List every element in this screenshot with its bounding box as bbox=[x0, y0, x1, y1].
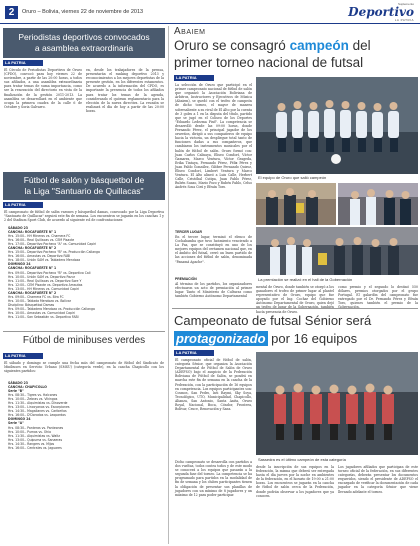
quillacas-fixture-match: Hrs. 09:00.- Tabladero Mendoza vs. Producción Callanga bbox=[8, 306, 95, 311]
article2-col1: El campeonato oficial de fútbol de salón, categoría Sénior, que organiza la Asociación Departamental de Fútbol de Salón de Oruro (ADEFSO) bajo el auspicio de la Federación Boliviana de Fútbol de Salón, se pondrá en marcha este fin de semana en la cancha de la Federación, con la participación de 16 equipos en competencia. Los equipos participantes son: Cosmos, San Pedro, Inti Raymi, Sky Soya, Tecnológico, UTO, Municipalidad, Chapicollo, Alianza, San Antonio, Santa Anita, Oruro Royal, Nacional, Boca, Cóndor, Frontera, Bolívar, Cruce, Renovación y Sanz. bbox=[175, 358, 252, 412]
article1-kicker: Abaiem bbox=[174, 26, 206, 37]
quillacas-fixture-match: Hrs. 09:00.- Chamera FC vs. Bira FC bbox=[8, 294, 64, 299]
quillacas-fixture-heading: CANCHA: ROCAFUERTE N° 2 bbox=[8, 290, 57, 295]
brand-top: Suplemento bbox=[397, 2, 414, 6]
article1-headline-part2: del bbox=[352, 38, 371, 53]
article2-col2: Dicho campeonato se desarrolla con partidos a dos vueltas, todos contra todos y de este modo se conocerá a los equipos que pasarán a la segunda fase del torneo. La competencia se ha programado para partidos en la modalidad de fin de semana y los clubes participantes tienen la obligación de presentar sus planillas de jugadores con un mínimo de 8 jugadores y un máximo de 12 para poder participar. bbox=[175, 460, 252, 497]
page-header bbox=[0, 0, 420, 24]
brand-name: Deportivo bbox=[348, 5, 414, 19]
minibuses-fixture-match: Hrs. 14:30.- Rangers vs. Mijos bbox=[8, 441, 55, 446]
box3-label: LA PATRIA bbox=[3, 353, 43, 359]
article1-body5: como premio y el segundo lo destinó 550 dólares, premios otorgados por el grupo Portugal. El galardón del campeonato fue entregado por el Dr. Fernando Pérez y Efraín Toro, quienes también el premio de la bbox=[338, 285, 418, 306]
quillacas-fixture-match: Hrs. 18:00.- Unión SAM vs. Tabladero Mendoza bbox=[8, 258, 81, 263]
article2-col4: Los jugadores afiliados que participan de este torneo oficial de la federación, en sus diferentes categorías, deberán presentar los documentos requeridos, siendo el presidente de ADEFSO el encargado de verificar la documentación de cada jugador en la categoría Sénior que viene llevando adelante el torneo. bbox=[338, 465, 418, 494]
article1-headline bbox=[174, 38, 418, 54]
box1-col2: en, desde los trabajadores de la prensa, presentarán el ranking deportivo 2013 y reconocimientos a los mejores deportistas de la presente gestión, en los diferentes estamentos. De acuerdo a la información del CPDO, es importante la presencia de todos los afiliados para tratar los temas de la agenda, considerando el quórum reglamentario para la elección de la nueva directiva. La reunión se realizará el día de hoy a partir de las 20:00 horas. bbox=[86, 68, 164, 113]
minibuses-fixture-match: Hrs. 13:00.- Lincoyanos vs. Escorpiones bbox=[8, 405, 70, 410]
sassedra-photo-caption: Sassedra es el último campeón de esta categoría bbox=[258, 457, 346, 462]
minibuses-fixture-heading: Serie "A" bbox=[8, 421, 24, 426]
quillacas-fixture-match: Hrs. 15:00.- Deportivo Pacheco "B" vs. Producción Callanga bbox=[8, 250, 100, 255]
team-photo-illustration bbox=[256, 77, 418, 174]
box1-label: LA PATRIA bbox=[3, 60, 43, 66]
article2-headline-highlight: protagonizado bbox=[176, 331, 266, 346]
box1-title-line1: Periodistas deportivos convocados bbox=[18, 32, 150, 42]
box3-fixture-list bbox=[8, 381, 164, 543]
quillacas-fixture-heading: SÁBADO 23 bbox=[8, 226, 28, 230]
quillacas-fixture-match: Hrs. 10:00.- Unión SAM vs. Deportivo Pazur bbox=[8, 274, 75, 279]
award-photo-1-illustration bbox=[256, 183, 336, 225]
minibuses-fixture-match: Hrs. 16:00.- D'Dorados vs. Leopardos bbox=[8, 413, 66, 418]
minibuses-fixture-match: Hrs. 08:30.- Tigres vs. Halcones bbox=[8, 393, 58, 398]
box2-fixture-list bbox=[8, 226, 164, 328]
quillacas-fixture-heading: CANCHA: ROCAFUERTE N° 1 bbox=[8, 266, 57, 271]
quillacas-fixture-match: Hrs. 12:00.- CEM Pisaxte vs. Deportivo Amautas bbox=[8, 282, 83, 287]
minibuses-fixture-match: Hrs. 10:00.- Pumas vs. Ohio bbox=[8, 429, 52, 434]
award-photo-1 bbox=[256, 183, 336, 225]
quillacas-fixture-match: Hrs. 17:00.- Deportivo Pacheco "A" vs. Comunidad Capiri bbox=[8, 242, 97, 247]
minibuses-fixture-match: Hrs. 08:30.- Panteras vs. Panteones bbox=[8, 425, 64, 430]
brand-sub: LA PATRIA bbox=[394, 18, 414, 22]
award-photo-3 bbox=[256, 227, 418, 275]
article1-body: La selección de Oruro que participó en el primer campeonato nacional de fútbol de salón que organizó la Asociación Boliviana de Árbitros, Instructores y Ejecutivos de Música (Abaiem), se quedó con el trofeo de campeón de dicho torneo, el mayor de manera sobresaliente a su rival de El Alto por la cuenta de 3 goles a 1 en la disputa del título, partido que se jugó en el Coliseo de los Deportes "Eduardo Ledezma Pisd". La competencia se desarrolló desde las 09:00 horas, donde Fernando Pérez, el principal jugador de los orureños, dirigió a sus compañeros de equipo hacia la victoria, un despliegue total tanto de funciones dadas a sus compañeros, que cambiaron los instrumentos musicales por el balón de fútbol de salón. Oruro formó con: Juan Carlos Calisaya, Eliseo Condorí, Víctor Gamarra, Marco Ventura, Víctor Grageda, Erika Tintaya, Fernando Pérez, Félix Pérez y Juan Pablo González, Gibber Fernando Quiroz, Eliseo Condorí, Limbert Ventura y Marco Ventura. El Alto alineó a Luis Calle, Herbert Calle, Cristóbal Cutipa, Juan Pablo Pérez, Rubén Suazo, Mario Pozo y Rubén Pablo, Celso Andrés Sosa Cirú y Efraín Toro. bbox=[175, 83, 252, 190]
box3-title: Fútbol de minibuses verdes bbox=[22, 335, 146, 346]
team-photo bbox=[256, 77, 418, 174]
box2-label: LA PATRIA bbox=[3, 202, 43, 208]
dateline: Oruro – Bolivia, viernes 22 de noviembre de 2013 bbox=[22, 9, 144, 15]
article1-headline-highlight: campeón bbox=[289, 38, 349, 53]
award-photo-caption: La premiación se realizó en el hall de la Gobernación bbox=[258, 277, 353, 282]
minibuses-fixture-match: Hrs. 11:30.- Alquimistas vs. Waltz bbox=[8, 433, 60, 438]
box1-col1: El Círculo de Periodistas Deportivos de Oruro (CPDO), convocó para hoy viernes 22 de noviembre, a partir de las 20:00 horas, a todos sus afiliados, a una asamblea extraordinaria para tratar temas de suma importancia, como ser la renovación del directorio en vista de la finalización de la gestión 2011-2013. La asamblea se desarrollará en el ambiente que ocupa la primera cuadra de la calle 6 de Octubre y Soria Galvarro. bbox=[4, 68, 82, 109]
article2-headline-line2 bbox=[174, 331, 418, 347]
sassedra-photo bbox=[256, 352, 418, 455]
box2-title-line1: Fútbol de salón y básquetbol de bbox=[23, 175, 145, 185]
header-rule bbox=[0, 23, 420, 24]
sassedra-photo-illustration bbox=[256, 352, 418, 455]
article-separator bbox=[172, 308, 418, 309]
quillacas-fixture-heading: CANCHA: ROCAFUERTE N° 1 bbox=[8, 230, 57, 235]
award-photo-2 bbox=[338, 183, 418, 225]
article2-headline-line1: Campeonato de futsal Sénior será bbox=[174, 313, 372, 328]
quillacas-fixture-match: Hrs. 15:00.- HH Mineros vs. Chamera FC bbox=[8, 234, 71, 239]
box2-intro: El campeonato de fútbol de salón varones y básquetbol damas, convocado por la Liga Deportiva "Santuario de Quillacas" seguirá este fin de semana. Los encuentros se jugarán en los canchas 1 y 2 del Stadium Sport Club, de acuerdo al siguiente rol de confrontaciones: bbox=[4, 210, 164, 223]
quillacas-fixture-match: Disciplina: Básquetbol Damas bbox=[8, 302, 55, 307]
team-photo-caption: El equipo de Oruro que salió campeón bbox=[258, 175, 327, 180]
minibuses-fixture-match: Hrs. 13:00.- Quipuma vs. Sanaeras bbox=[8, 437, 63, 442]
quillacas-fixture-match: Hrs. 10:00.- Amautas vs. Comunidad Capiri bbox=[8, 310, 75, 315]
quillacas-fixture-match: Hrs. 11:00.- San Sebastián vs. Deportivo FABI bbox=[8, 315, 79, 320]
column-divider bbox=[168, 26, 169, 544]
article1-body3: Al término de los partidos, los organizadores efectuaron un acto de premiación al primer lugar. Tanto el Ministerio de Culturas como también Gobierno Autónomo Departamental bbox=[175, 282, 252, 299]
page-number: 2 bbox=[5, 6, 18, 19]
box2-title bbox=[3, 172, 165, 200]
quillacas-fixture-match: Hrs. 11:00.- Real Quillacas vs. Deportivo Sore Y bbox=[8, 278, 82, 283]
minibuses-fixture-match: Hrs. 10:00.- Zebras vs. Vikingos bbox=[8, 397, 58, 402]
minibuses-fixture-match: Hrs. 11:30.- Alquimistas vs. Dinoverde bbox=[8, 401, 68, 406]
quillacas-fixture-match: Hrs. 09:00.- Deportivo Pacheco "B" vs. Deportivo Cali bbox=[8, 270, 91, 275]
minibuses-fixture-match: Hrs. 14:30.- Magallanes vs. Caribeños bbox=[8, 409, 67, 414]
minibuses-fixture-heading: SÁBADO 23 bbox=[8, 381, 28, 385]
award-photo-3-illustration bbox=[256, 227, 418, 275]
box1-title bbox=[3, 28, 165, 58]
article2-col3: desde la inscripción de sus equipos en la federación, la misma que deberá ser entregada hasta el día jueves por la noche en ambientes de la federación, en el horario de 19:00 a 21:00 horas. Los encuentros se jugarán en la cancha de fútbol de salón cerca de la Federación, donde podrán observar a los jugadores que ya conocen. bbox=[256, 465, 334, 498]
quillacas-fixture-match: Hrs. 16:00.- Real Quillacas vs. CEM Pisaxte bbox=[8, 238, 75, 243]
minibuses-fixture-heading: CANCHA: CHAPICOLLO bbox=[8, 385, 47, 390]
article1-subhead2: PREMIACIÓN bbox=[175, 277, 197, 281]
quillacas-fixture-heading: CANCHA: ROCAFUERTE N° 2 bbox=[8, 246, 57, 251]
brand-logo bbox=[344, 2, 414, 22]
quillacas-fixture-match: Hrs. 10:00.- Tablada Mendoza vs. Bolívar bbox=[8, 298, 72, 303]
article1-headline-line2: primer torneo nacional de futsal bbox=[174, 55, 364, 70]
box3-intro: El sábado y domingo se cumple una fecha más del campeonato de fútbol del Sindicato de Minibuses en Servicio Urbano (SMSU) (categoría verde), en la cancha Chapicollo con los siguientes partidos: bbox=[4, 361, 164, 374]
minibuses-fixture-heading: DOMINGO 24 bbox=[8, 417, 31, 422]
box2-title-line2: la Liga "Santuario de Quillacas" bbox=[24, 186, 144, 196]
box1-title-line2: a asamblea extraordinaria bbox=[34, 43, 134, 53]
article2-headline-part2: por 16 equipos bbox=[271, 331, 358, 346]
quillacas-fixture-match: Hrs. 13:00.- HH Mineros vs. Comunidad Capiri bbox=[8, 286, 79, 291]
article1-label: LA PATRIA bbox=[174, 75, 214, 81]
quillacas-fixture-match: Hrs. 16:00.- Amautas vs. Deportivo FABI bbox=[8, 254, 71, 259]
box3-rule-top bbox=[3, 331, 165, 332]
minibuses-fixture-match: Hrs. 16:00.- Centrales vs. Jaguares bbox=[8, 445, 62, 450]
article1-body4: mental de Oruro, donde también se otorgó a los ganadores el trofeo de primer lugar al plantel representativo de Oruro, equipo que fue apoyado por el Ing. Cochar del Gobierno Autónomo Departamental de Oruro, quien dejó hacía presencia de Oruro. bbox=[256, 285, 334, 314]
article1-headline-part1: Oruro se consagró bbox=[174, 38, 286, 53]
award-photo-2-illustration bbox=[338, 183, 418, 225]
article2-label: LA PATRIA bbox=[174, 350, 214, 356]
article1-subhead: TERCER LUGAR bbox=[175, 230, 202, 234]
article1-body2: En el tercer lugar, terminó el elenco de Cochabamba que tuvo lucimiento venciendo a La Paz, que se constituyó en uno de los mejores equipos del certamen nacional que, en el ámbito del futsal, cerró un buen partido de las acciones del fútbol de salón, denominada "Panamá Apache". bbox=[175, 235, 252, 264]
minibuses-fixture-heading: Serie "B" bbox=[8, 389, 24, 394]
quillacas-fixture-heading: DOMINGO 24 bbox=[8, 262, 31, 267]
